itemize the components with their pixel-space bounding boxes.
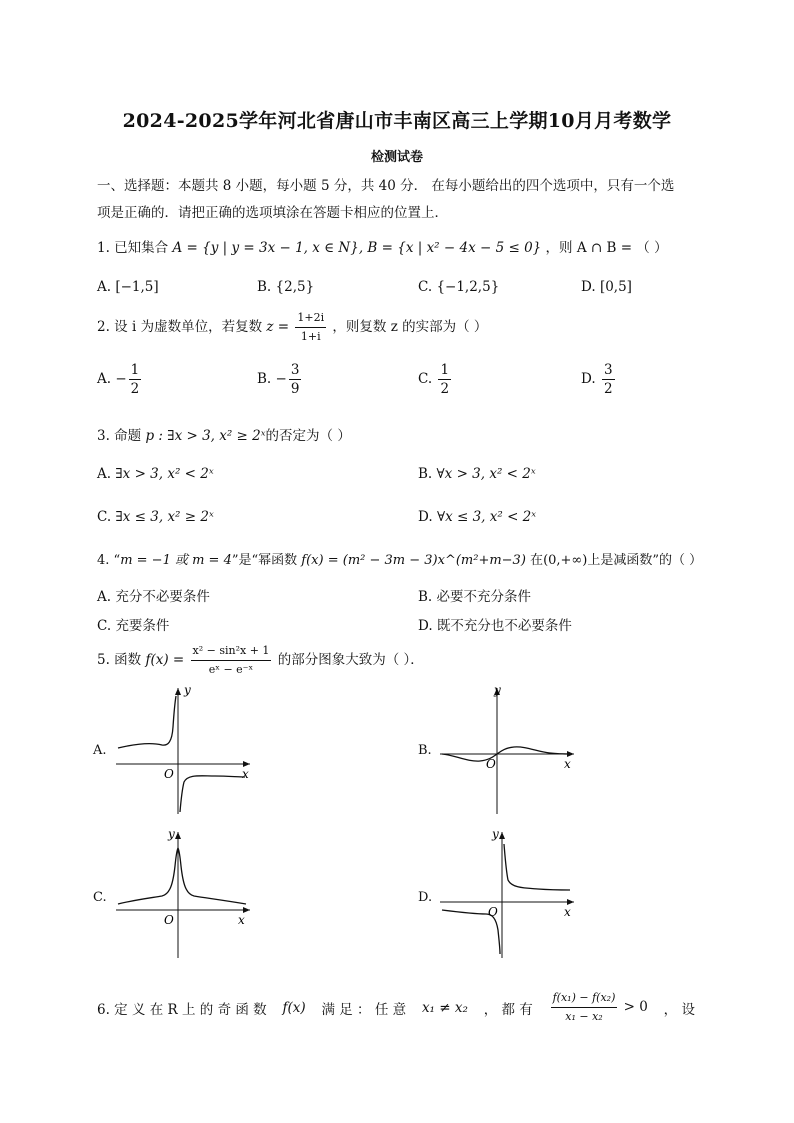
question-2: 2. 设 i 为虚数单位，若复数 z = $\frac{1+2i}{1+i}$ ，则复数 z 的实部为（ ） bbox=[97, 311, 488, 343]
q3-option-b[interactable]: B. ∀x > 3, x² < 2ˣ bbox=[418, 466, 536, 482]
q5-graph-b-label[interactable]: B. bbox=[418, 743, 432, 758]
q5-graph-c[interactable] bbox=[110, 826, 260, 961]
q4-option-a[interactable]: A. 充分不必要条件 bbox=[97, 589, 210, 605]
section-intro-line1: 一、选择题：本题共 8 小题，每小题 5 分，共 40 分． 在每小题给出的四个选项中，只有一个选 bbox=[97, 178, 675, 194]
q5-graph-c-y: y bbox=[168, 827, 175, 841]
q5-graph-a[interactable] bbox=[110, 682, 260, 817]
q2-option-a[interactable]: A. − $\frac{1}{2}$ bbox=[97, 362, 140, 397]
q5-graph-d-label[interactable]: D. bbox=[418, 890, 433, 905]
q1-sets: A = {y | y = 3x − 1, x ∈ N}, B = {x | x² − 4x − 5 ≤ 0} bbox=[172, 240, 542, 256]
q3-option-c[interactable]: C. ∃x ≤ 3, x² ≥ 2ˣ bbox=[97, 509, 214, 525]
q5-graph-b-y: y bbox=[494, 683, 501, 697]
q1-option-a[interactable]: A. [−1,5] bbox=[97, 279, 159, 295]
q1-suffix: ，则 A ∩ B = （ ） bbox=[545, 240, 668, 256]
question-3: 3. 命题 p : ∃x > 3, x² ≥ 2ˣ的否定为（ ） bbox=[97, 428, 351, 444]
q2-option-b[interactable]: B. − $\frac{3}{9}$ bbox=[257, 362, 300, 397]
section-intro-line2: 项是正确的．请把正确的选项填涂在答题卡相应的位置上． bbox=[97, 205, 448, 221]
q5-graph-b-x: x bbox=[564, 757, 571, 771]
q5-graph-a-label[interactable]: A. bbox=[93, 743, 107, 758]
q1-prefix: 1. 已知集合 bbox=[97, 240, 169, 256]
q5-graph-d[interactable] bbox=[434, 826, 584, 961]
q5-graph-b-origin: O bbox=[486, 757, 496, 771]
q5-graph-c-x: x bbox=[238, 913, 245, 927]
question-4: 4. “m = −1 或 m = 4”是“幂函数 f(x) = (m² − 3m − 3)x^(m²+m−3) 在(0,+∞)上是减函数”的（ ） bbox=[97, 553, 703, 568]
q2-option-c[interactable]: C. $\frac{1}{2}$ bbox=[418, 362, 450, 397]
question-5: 5. 函数 f(x) = $\frac{\text{x² − sin²x + 1}}{\text{eˣ − e⁻ˣ}}$ 的部分图象大致为（ ）． bbox=[97, 644, 424, 676]
q1-option-d[interactable]: D. [0,5] bbox=[581, 279, 632, 295]
q5-graph-d-origin: O bbox=[488, 905, 498, 919]
q4-option-b[interactable]: B. 必要不充分条件 bbox=[418, 589, 532, 605]
q5-graph-c-origin: O bbox=[164, 913, 174, 927]
q2-option-d[interactable]: D. $\frac{3}{2}$ bbox=[581, 362, 613, 397]
q3-option-d[interactable]: D. ∀x ≤ 3, x² < 2ˣ bbox=[418, 509, 537, 525]
q5-graph-a-y: y bbox=[184, 683, 191, 697]
q5-graph-a-x: x bbox=[242, 767, 249, 781]
question-1 bbox=[97, 236, 668, 256]
q1-option-c[interactable]: C. {−1,2,5} bbox=[418, 279, 500, 295]
q4-option-c[interactable]: C. 充要条件 bbox=[97, 618, 170, 634]
question-6: 6. 定 义 在 R 上 的 奇 函 数 f(x) 满 足 ： 任 意 x₁ ≠ x₂ ， 都 有 $\frac{\text{f(x₁) − f(x₂)}}{\text{x₁ − x₂}}$ > 0 ， 设 bbox=[97, 991, 695, 1023]
q3-option-a[interactable]: A. ∃x > 3, x² < 2ˣ bbox=[97, 466, 214, 482]
page-title: 2024-2025学年河北省唐山市丰南区高三上学期10月月考数学 bbox=[122, 110, 672, 132]
q4-option-d[interactable]: D. 既不充分也不必要条件 bbox=[418, 618, 572, 634]
q5-graph-b[interactable] bbox=[434, 682, 584, 817]
q5-graph-d-y: y bbox=[492, 827, 499, 841]
q5-graph-a-origin: O bbox=[164, 767, 174, 781]
q5-graph-d-x: x bbox=[564, 905, 571, 919]
page-subtitle: 检测试卷 bbox=[370, 150, 423, 165]
q5-graph-c-label[interactable]: C. bbox=[93, 890, 107, 905]
q1-option-b[interactable]: B. {2,5} bbox=[257, 279, 315, 295]
